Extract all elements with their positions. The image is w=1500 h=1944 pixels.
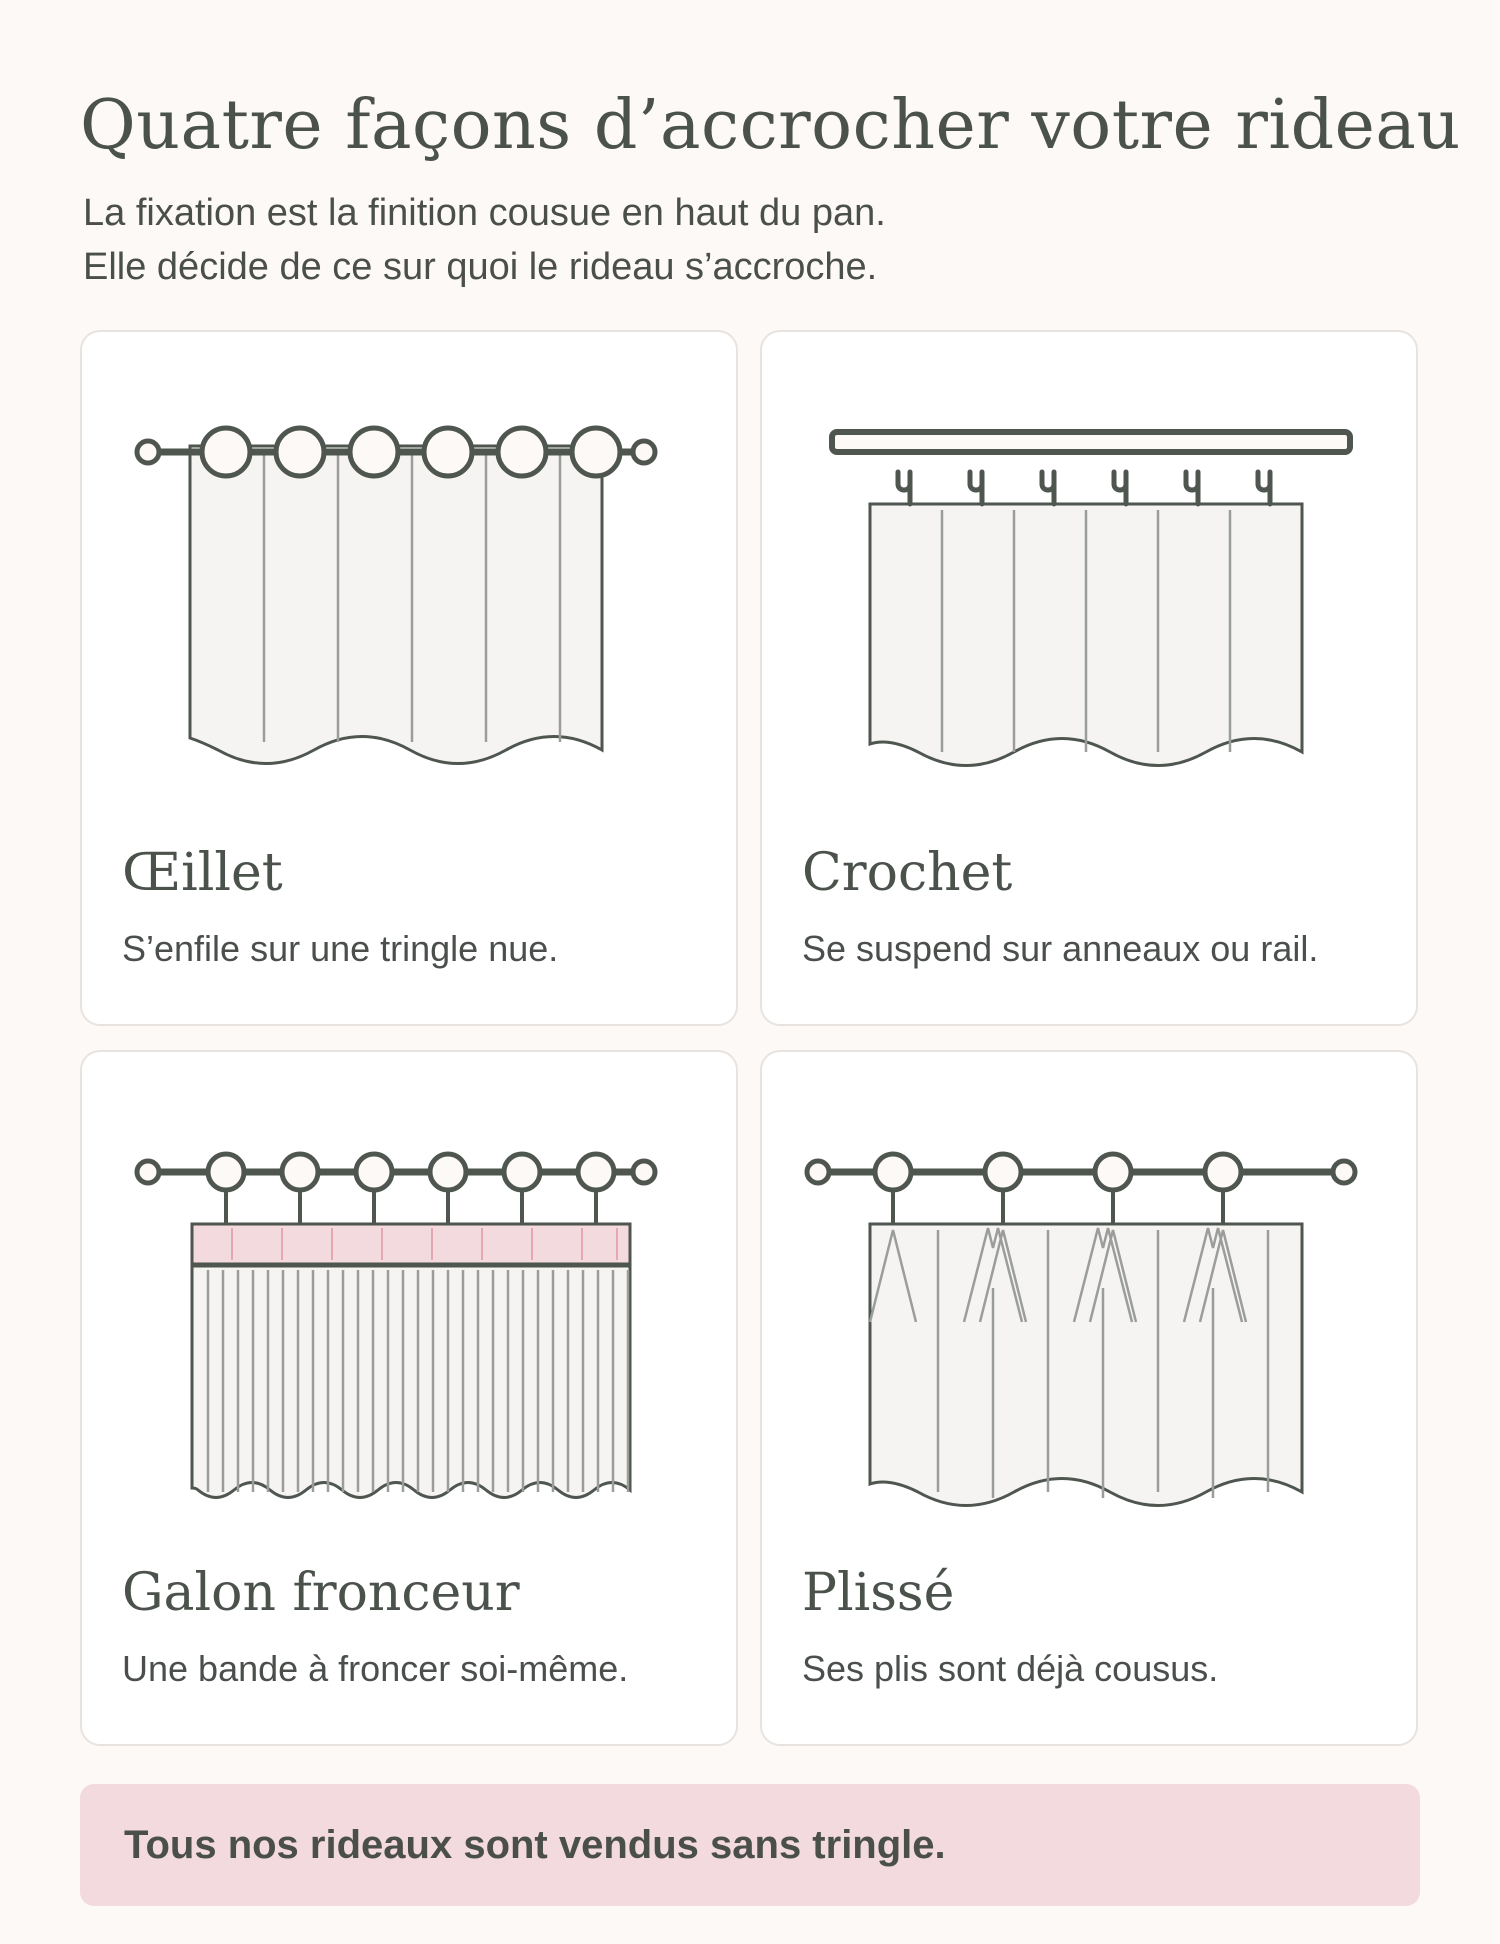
card-plisse	[760, 1050, 1418, 1746]
card-title-plisse: Plissé	[802, 1563, 955, 1623]
card-description-plisse: Ses plis sont déjà cousus.	[802, 1648, 1219, 1689]
card-description-crochet: Se suspend sur anneaux ou rail.	[802, 928, 1319, 969]
page-subtitle	[83, 186, 886, 294]
card-crochet	[760, 330, 1418, 1026]
info-banner	[80, 1784, 1420, 1906]
subtitle-line-2: Elle décide de ce sur quoi le rideau s’accroche.	[83, 246, 878, 288]
card-title-crochet: Crochet	[802, 843, 1013, 903]
card-description-galon-fronceur: Une bande à froncer soi-même.	[122, 1648, 629, 1689]
card-galon-fronceur	[80, 1050, 738, 1746]
page-title: Quatre façons d’accrocher votre rideau	[80, 86, 1461, 165]
card-title-galon-fronceur: Galon fronceur	[122, 1563, 520, 1623]
card-description-oeillet: S’enfile sur une tringle nue.	[122, 928, 559, 969]
subtitle-line-1: La fixation est la finition cousue en haut du pan.	[83, 192, 886, 234]
banner-text: Tous nos rideaux sont vendus sans tringle.	[124, 1823, 946, 1867]
card-title-oeillet: Œillet	[122, 843, 283, 903]
card-oeillet	[80, 330, 738, 1026]
